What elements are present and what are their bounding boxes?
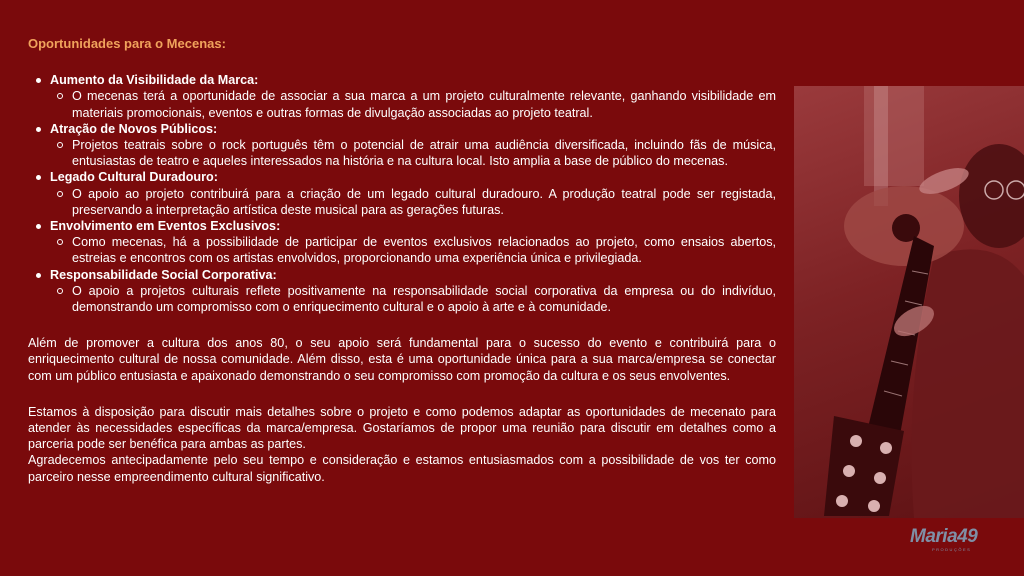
list-item [50,121,776,170]
list-item [50,72,776,121]
item-heading: Atração de Novos Públicos: [50,121,218,136]
paragraph-support: Além de promover a cultura dos anos 80, o seu apoio será fundamental para o sucesso do evento e contribuirá para o enriquecimento cultural de nossa comunidade. Além disso, esta é uma oportunidade única para a sua marca/empresa se conectar com um público entusiasta e apaixonado demonstrando o seu compromisso com promoção da cultura e os seus envolventes. [28,336,776,383]
paragraph-thanks: Agradecemos antecipadamente pelo seu tempo e consideração e estamos entusiasmados com a possibilidade de vos ter como parceiro nesse empreendimento cultural significativo. [28,453,776,484]
item-heading: Legado Cultural Duradouro: [50,170,218,185]
opportunity-list [28,72,776,315]
guitar-illustration-icon [794,86,1024,518]
document-body [28,36,776,485]
item-description: O apoio a projetos culturais reflete positivamente na responsabilidade social corporativa da empresa ou do indivíduo, demonstrando um compromisso com o enriquecimento cultural e o apoio à arte e à comunidade. [72,283,776,315]
list-item [50,267,776,316]
item-description: O mecenas terá a oportunidade de associar a sua marca a um projeto culturalmente relevante, ganhando visibilidade em materiais promocionais, eventos e outras formas de divulgação associadas ao projeto teatral. [72,89,776,120]
guitarist-photo [794,86,1024,518]
item-description: Como mecenas, há a possibilidade de participar de eventos exclusivos relacionados ao projeto, como ensaios abertos, estreias e encontros com os artistas envolvidos, proporcionando uma experiência única e privilegiada. [72,235,776,266]
section-title: Oportunidades para o Mecenas: [28,36,226,51]
item-description: Projetos teatrais sobre o rock português têm o potencial de atrair uma audiência diversificada, incluindo fãs de música, entusiastas de teatro e aqueles interessados na história e na cultura local. Isto amplia a base de público do mecenas. [72,138,776,169]
item-heading: Envolvimento em Eventos Exclusivos: [50,219,281,234]
item-heading: Responsabilidade Social Corporativa: [50,267,277,282]
brand-tagline: PRODUÇÕES [932,547,972,552]
paragraph-availability: Estamos à disposição para discutir mais detalhes sobre o projeto e como podemos adaptar as oportunidades de mecenato para atender às necessidades específicas da marca/empresa. Gostaríamos de propor uma reunião para discutir em detalhes como a parceria pode ser benéfica para ambas as partes. [28,404,776,452]
brand-logo: Maria49 [910,526,978,547]
list-item [50,169,776,218]
list-item [50,218,776,267]
item-description: O apoio ao projeto contribuirá para a criação de um legado cultural duradouro. A produção teatral pode ser registada, preservando a interpretação artística deste musical para as gerações futuras. [72,186,776,217]
item-heading: Aumento da Visibilidade da Marca: [50,73,259,88]
